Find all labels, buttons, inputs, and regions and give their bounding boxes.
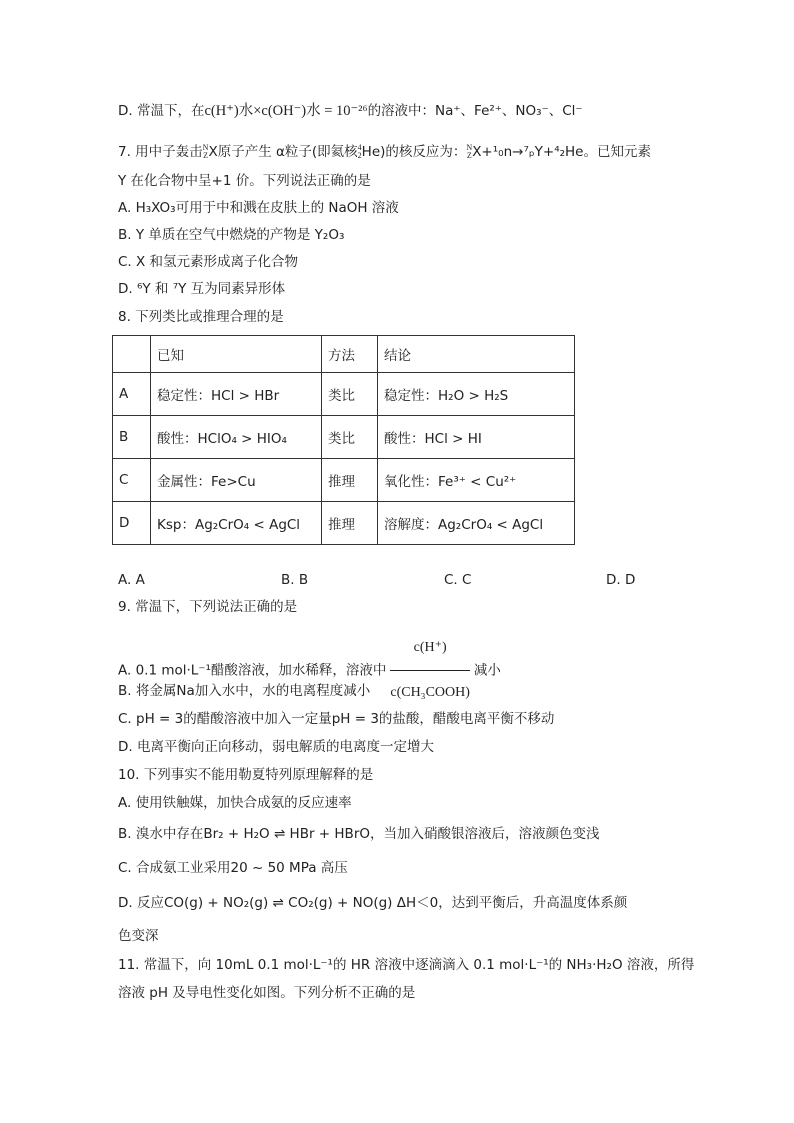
q6-option-d [118, 101, 583, 121]
q10-option-b: B. 溴水中存在Br₂ + H₂O ⇌ HBr + HBrO，当加入硝酸银溶液后，溶液颜色变浅 [118, 826, 600, 842]
fraction-numerator: c(H⁺) [390, 628, 470, 671]
header-cell: 方法 [322, 336, 378, 373]
q8-stem: 8. 下列类比或推理合理的是 [118, 309, 284, 325]
conclusion-cell: 溶解度：Ag₂CrO₄ < AgCl [378, 502, 575, 545]
q7-stem-part-a: 7. 用中子轰击 [118, 144, 203, 160]
row-label: A [113, 373, 151, 416]
q10-option-d: D. 反应CO(g) + NO₂(g) ⇌ CO₂(g) + NO(g) ΔH＜0，达到平衡后，升高温度体系颜 [118, 895, 628, 911]
conclusion-cell: 氧化性：Fe³⁺ < Cu²⁺ [378, 459, 575, 502]
q7-stem [118, 142, 651, 162]
q8-table [112, 335, 575, 545]
q7-stem-part-c: He)的核反应为： [361, 144, 467, 160]
q11-stem: 11. 常温下，向 10mL 0.1 mol·L⁻¹的 HR 溶液中逐滴滴入 0.1 mol·L⁻¹的 NH₃·H₂O 溶液，所得 [118, 957, 695, 973]
q7-option-c: C. X 和氢元素形成离子化合物 [118, 254, 299, 270]
q9a-suffix: 减小 [473, 662, 501, 679]
conclusion-cell: 稳定性：H₂O > H₂S [378, 373, 575, 416]
q6d-prefix: D. 常温下，在 [118, 103, 205, 119]
method-cell: 类比 [322, 373, 378, 416]
q7-option-b: B. Y 单质在空气中燃烧的产物是 Y₂O₃ [118, 227, 345, 243]
known-cell: 酸性：HClO₄ > HIO₄ [151, 416, 322, 459]
table-row [113, 502, 575, 545]
header-cell: 结论 [378, 336, 575, 373]
q11-stem-line2: 溶液 pH 及导电性变化如图。下列分析不正确的是 [118, 985, 416, 1001]
q10-stem: 10. 下列事实不能用勒夏特列原理解释的是 [118, 767, 374, 783]
q6d-suffix: 的溶液中：Na⁺、Fe²⁺、NO₃⁻、Cl⁻ [367, 103, 583, 119]
q9a-fraction [390, 628, 470, 713]
q10-option-d-cont: 色变深 [118, 928, 159, 944]
known-cell: 金属性：Fe>Cu [151, 459, 322, 502]
nuclide-reactant-prefix: N Z [466, 143, 473, 160]
row-label: B [113, 416, 151, 459]
known-cell: Ksp：Ag₂CrO₄ < AgCl [151, 502, 322, 545]
q9a-prefix: A. 0.1 mol·L⁻¹醋酸溶液，加水稀释，溶液中 [118, 662, 387, 679]
q7-stem-line2: Y 在化合物中呈+1 价。下列说法正确的是 [118, 173, 371, 189]
method-cell: 推理 [322, 459, 378, 502]
method-cell: 类比 [322, 416, 378, 459]
header-cell: 已知 [151, 336, 322, 373]
table-row [113, 459, 575, 502]
nuclide-z-n-prefix: N Z [202, 143, 209, 160]
row-label: D [113, 502, 151, 545]
q8-option-b: B. B [281, 572, 309, 588]
q8-option-d: D. D [606, 572, 636, 588]
q6d-expression: c(H⁺)水×c(OH⁻)水 = 10⁻²⁶ [204, 103, 368, 119]
q7-option-a: A. H₃XO₃可用于中和溅在皮肤上的 NaOH 溶液 [118, 200, 399, 216]
nuclide-he-prefix: 4 2 [357, 143, 362, 160]
q8-option-a: A. A [118, 572, 145, 588]
header-cell [113, 336, 151, 373]
q9-option-d: D. 电离平衡向正向移动，弱电解质的电离度一定增大 [118, 739, 434, 755]
fraction-denominator: c(CH₃COOH) [390, 685, 470, 700]
conclusion-cell: 酸性：HCl > HI [378, 416, 575, 459]
table-header-row [113, 336, 575, 373]
known-cell: 稳定性：HCl > HBr [151, 373, 322, 416]
method-cell: 推理 [322, 502, 378, 545]
q7-reaction: X+¹₀n→⁷ₚY+⁴₂He。已知元素 [472, 144, 651, 160]
q9-option-c: C. pH = 3的醋酸溶液中加入一定量pH = 3的盐酸，醋酸电离平衡不移动 [118, 711, 555, 727]
table-row [113, 373, 575, 416]
q10-option-c: C. 合成氨工业采用20 ~ 50 MPa 高压 [118, 860, 348, 876]
row-label: C [113, 459, 151, 502]
q10-option-a: A. 使用铁触媒，加快合成氨的反应速率 [118, 795, 352, 811]
q7-option-d: D. ⁶Y 和 ⁷Y 互为同素异形体 [118, 281, 286, 297]
table-row [113, 416, 575, 459]
q9-option-b: B. 将金属Na加入水中，水的电离程度减小 [118, 683, 371, 699]
q7-stem-part-b: X原子产生 α粒子(即氦核 [208, 144, 358, 160]
q9-stem: 9. 常温下，下列说法正确的是 [118, 599, 298, 615]
q8-option-c: C. C [444, 572, 472, 588]
